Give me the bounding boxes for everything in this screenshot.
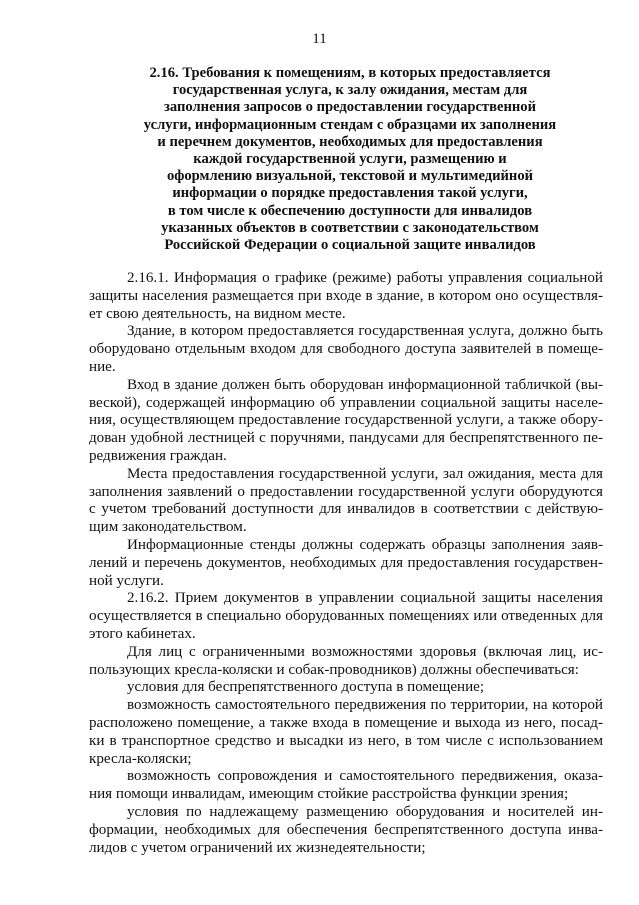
- heading-line: указанных объектов в соответствии с законодательством: [161, 219, 539, 236]
- heading-line: каждой государственной услуги, размещению и: [193, 151, 507, 168]
- paragraph-service-places: [89, 466, 603, 537]
- heading-line: Российской Федерации о социальной защите инвалидов: [164, 237, 536, 254]
- paragraph-access-conditions: [89, 679, 603, 697]
- text-line: щим законодательством.: [89, 519, 247, 536]
- page-number: 11: [312, 31, 327, 47]
- text-line: ной услуги.: [89, 572, 164, 589]
- text-line: этого кабинетах.: [89, 625, 196, 642]
- text-line: заполнения заявлений о предоставлении государственной услуги оборудуются: [89, 483, 603, 500]
- text-line: Здание, в котором предоставляется государственная услуга, должно быть: [127, 323, 603, 340]
- text-line: условия по надлежащему размещению оборудования и носителей ин-: [127, 803, 603, 820]
- paragraph-escort-assistance: [89, 768, 603, 804]
- heading-line: оформлению визуальной, текстовой и мультимедийной: [166, 168, 534, 185]
- text-line: возможность сопровождения и самостоятельного передвижения, оказа-: [127, 768, 603, 785]
- text-line: редвижения граждан.: [89, 447, 227, 464]
- text-line: Места предоставления государственной услуги, зал ожидания, места для: [127, 465, 603, 482]
- paragraph-document-intake: [89, 590, 603, 643]
- paragraph-info-stands: [89, 537, 603, 590]
- text-line: Вход в здание должен быть оборудован информационной табличкой (вы-: [127, 376, 603, 393]
- heading-line: и перечнем документов, необходимых для предоставления: [157, 133, 543, 150]
- text-line: 2.16.1. Информация о графике (режиме) работы управления социальной: [127, 270, 603, 286]
- text-line: ния помощи инвалидам, имеющим стойкие расстройства функции зрения;: [89, 786, 569, 803]
- text-line: расположено помещение, а также входа в помещение и выхода из него, посад-: [89, 714, 603, 731]
- text-line: ки в транспортное средство и высадки из него, в том числе с использованием: [89, 732, 603, 749]
- text-line: формации, необходимых для обеспечения беспрепятственного доступа инва-: [89, 821, 603, 838]
- text-line: ние.: [89, 358, 116, 375]
- heading-line: услуги, информационным стендам с образцами их заполнения: [143, 116, 557, 133]
- paragraph-equipment-placement: [89, 804, 603, 857]
- text-line: ния, осуществляющем предоставление государственной услуги, а также обору-: [89, 412, 603, 429]
- text-line: 2.16.2. Прием документов в управлении социальной защиты населения: [127, 590, 603, 607]
- text-line: оборудовано отдельным входом для свободного доступа заявителей в помеще-: [89, 341, 603, 358]
- paragraph-building-entrance: [89, 323, 603, 376]
- text-line: осуществляется в специально оборудованных помещениях или отведенных для: [89, 608, 603, 625]
- text-line: пользующих кресла-коляски и собак-проводников) должны обеспечиваться:: [89, 661, 579, 678]
- text-line: лидов с учетом ограничений их жизнедеятельности;: [89, 839, 426, 856]
- heading-line: государственная услуга, к залу ожидания, местам для: [172, 82, 528, 99]
- body-text: [89, 270, 603, 857]
- text-line: лений и перечень документов, необходимых для предоставления государствен-: [89, 554, 603, 571]
- text-line: с учетом требований доступности для инвалидов в соответствии с действую-: [89, 501, 603, 518]
- text-line: защиты населения размещается при входе в здание, в котором оно осуществля-: [89, 287, 603, 304]
- text-line: Информационные стенды должны содержать образцы заполнения заяв-: [127, 536, 603, 553]
- text-line: дован удобной лестницей с поручнями, пандусами для беспрепятственного пе-: [89, 430, 603, 447]
- heading-line: информации о порядке предоставления такой услуги,: [172, 185, 528, 202]
- text-line: условия для беспрепятственного доступа в помещение;: [127, 679, 485, 696]
- paragraph-info-schedule: [89, 270, 603, 323]
- paragraph-disability-provisions: [89, 644, 603, 680]
- paragraph-movement-possibility: [89, 697, 603, 768]
- text-line: Для лиц с ограниченными возможностями здоровья (включая лиц, ис-: [127, 643, 603, 660]
- text-line: кресла-коляски;: [89, 750, 192, 767]
- heading-line: 2.16. Требования к помещениям, в которых предоставляется: [149, 65, 551, 81]
- heading-line: заполнения запросов о предоставлении государственной: [164, 99, 536, 116]
- text-line: ет свою деятельность, на видном месте.: [89, 305, 346, 322]
- text-line: возможность самостоятельного передвижения по территории, на которой: [127, 697, 603, 714]
- section-heading: [100, 65, 600, 254]
- text-line: веской), содержащей информацию об управлении социальной защиты населе-: [89, 394, 603, 411]
- heading-line: в том числе к обеспечению доступности для инвалидов: [167, 202, 533, 219]
- paragraph-entrance-signage: [89, 377, 603, 466]
